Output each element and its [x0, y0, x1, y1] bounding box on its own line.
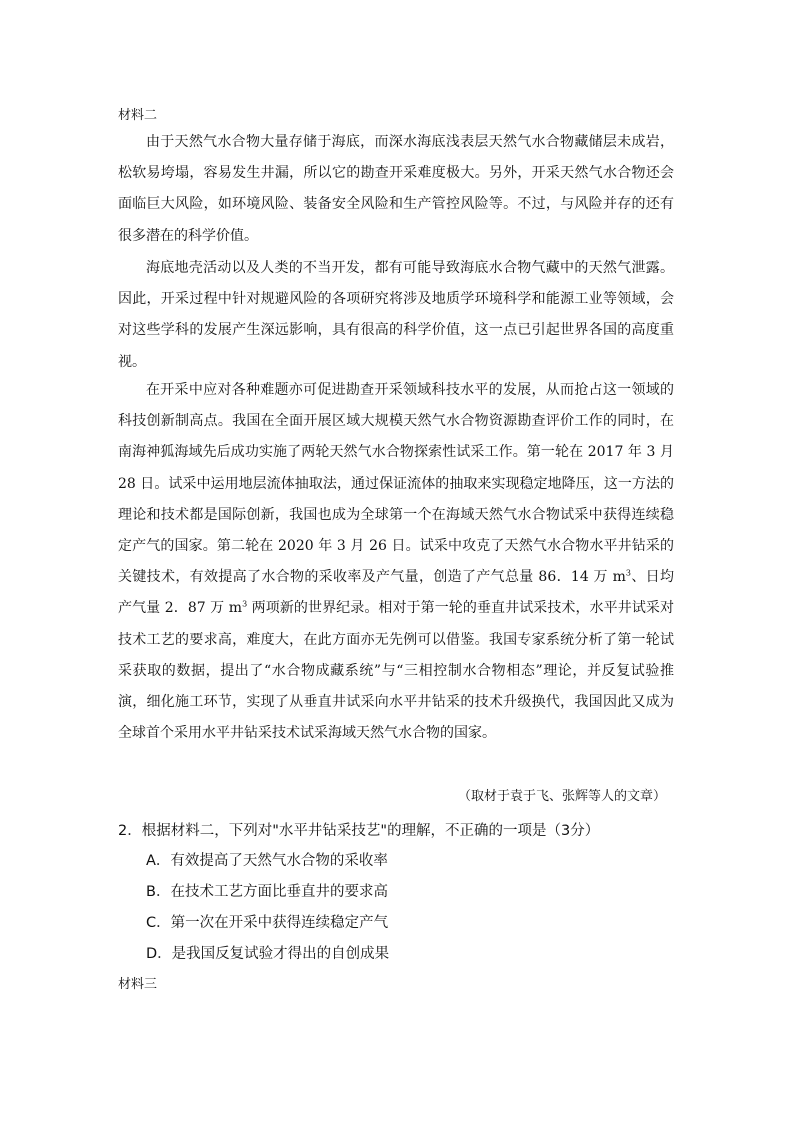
paragraph-1: 由于天然气水合物大量存储于海底，而深水海底浅表层天然气水合物藏储层未成岩，松软易垮塌，容易发生井漏，所以它的勘查开采难度极大。另外，开采天然气水合物还会面临巨大风险，如环境风险、装备安全风险和生产管控风险等。不过，与风险并存的还有很多潜在的科学价值。 — [118, 134, 674, 244]
paragraph-3-text-a: 在开采中应对各种难题亦可促进勘查开采领域科技水平的发展，从而抢占这一领域的科技创新制高点。我国在全面开展区域大规模天然气水合物资源勘查评价工作的同时，在南海神狐海域先后成功实施了两轮天然气水合物探索性试采工作。第一轮在 2017 年 3 月 28 日。试采中运用地层流体抽取法，通过保证流体的抽取来实现稳定地降压，这一方法的理论和技术都是国际创新，我国也成为全球第一个在海域天然气水合物试采中获得连续稳定产气的国家。第二轮在 2020 年 3 月 26 日。试采中攻克了天然气水合物水平井钻采的关键技术，有效提高了水合物的采收率及产气量，创造了产气总量 86．14 万 m — [118, 382, 674, 586]
section-heading-material-3: 材料三 — [118, 977, 158, 992]
superscript-cubic-1: 3 — [625, 568, 631, 578]
section-heading-material-2: 材料二 — [118, 108, 158, 123]
question-2-stem: 2．根据材料二，下列对"水平井钻采技艺"的理解，不正确的一项是（3分） — [118, 823, 600, 839]
paragraph-2: 海底地壳活动以及人类的不当开发，都有可能导致海底水合物气藏中的天然气泄露。因此，开采过程中针对规避风险的各项研究将涉及地质学环境科学和能源工业等领域，会对这些学科的发展产生深远影响，具有很高的科学价值，这一点已引起世界各国的高度重视。 — [118, 260, 674, 370]
source-citation: （取材于袁于飞、张辉等人的文章） — [457, 789, 666, 804]
option-c[interactable]: C．第一次在开采中获得连续稳定产气 — [146, 915, 389, 931]
paragraph-3-text-b: 、日均产气量 2．87 万 m — [118, 569, 674, 617]
option-a[interactable]: A．有效提高了天然气水合物的采收率 — [146, 853, 388, 869]
paragraph-3 — [118, 375, 674, 749]
option-b[interactable]: B．在技术工艺方面比垂直井的要求高 — [146, 884, 388, 900]
superscript-cubic-2: 3 — [242, 599, 248, 609]
paragraph-3-text-c: 两项新的世界纪录。相对于第一轮的垂直井试采技术，水平井试采对技术工艺的要求高，难度大，在此方面亦无先例可以借鉴。我国专家系统分析了第一轮试采获取的数据，提出了“水合物成藏系统”与“三相控制水合物相态”理论，并反复试验推演，细化施工环节，实现了从垂直井试采向水平井钻采的技术升级换代，我国因此又成为全球首个采用水平井钻采技术试采海域天然气水合物的国家。 — [118, 600, 674, 742]
option-d[interactable]: D．是我国反复试验才得出的自创成果 — [146, 946, 390, 962]
